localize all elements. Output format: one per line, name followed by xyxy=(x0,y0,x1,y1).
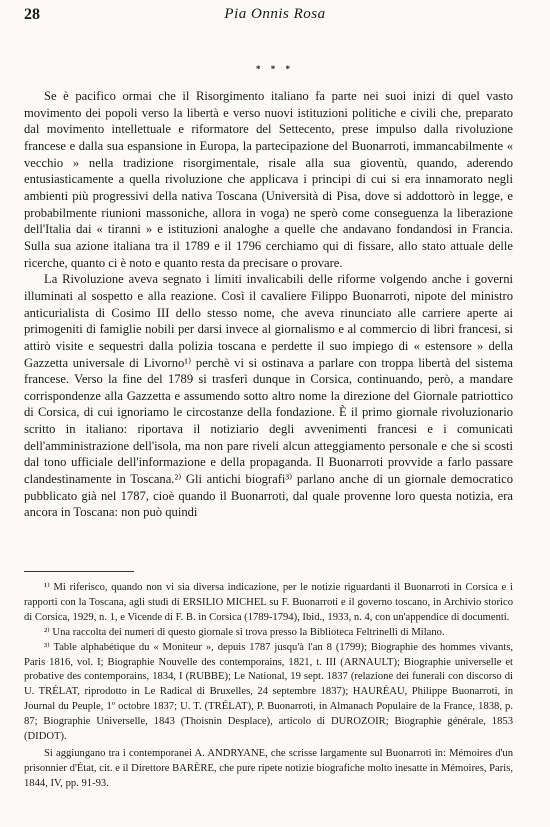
paragraph-2: La Rivoluzione aveva segnato i limiti invalicabili delle riforme volgendo anche i governi illuminati al sospetto e alla reazione. Così il cavaliere Filippo Buonarroti, nipote del ministro anticurialista di Cosimo III dello stesso nome, che aveva rinunciato alle carriere aperte ai primogeniti di famiglie nobili per darsi invece al giornalismo e al commercio di libri francesi, si attirò visite e sequestri dalla polizia toscana e perdette il suo impiego di « estensore » della Gazzetta universale di Livorno¹⁾ perchè vi si ostinava a parlare con troppa libertà del sistema francese. Verso la fine del 1789 si trasferì dunque in Corsica, continuando, però, a mandare corrispondenze alla Gazzetta e assumendo sotto altro nome la direzione del Giornale patriottico di Corsica, di cui ignoriamo le circostanze della fondazione. È il primo giornale rivoluzionario scritto in italiano: riportava il notiziario degli avvenimenti francesi e i comunicati dell'amministrazione dell'isola, ma non pare riveli alcun atteggiamento personale e che si scosti dal tono ufficiale dell'informazione e della propaganda. Il Buonarroti provvide a farlo passare clandestinamente in Toscana.²⁾ Gli antichi biografi³⁾ parlano anche di un giornale democratico pubblicato già nel 1787, cioè quando il Buonarroti, dal quale provenne loro questa notizia, era ancora in Toscana: non può quindi xyxy=(24,272,513,520)
paragraph-1: Se è pacifico ormai che il Risorgimento italiano fa parte nei suoi inizi di quel vasto movimento dei popoli verso la libertà e verso nuovi istituzioni politiche e civili che, preparato dal movimento intellettuale e riformatore del Settecento, prese impulso dalla rivoluzione francese e dalla sua espansione in Europa, la partecipazione del Buonarroti, immancabilmente « vecchio » nella tradizione risorgimentale, risale alla sua gioventù, quando, aderendo entusiasticamente a quella rivoluzione che applicava i principi di cui si era innamorato negli ambienti più progressivi della nativa Toscana (Università di Pisa, dove si addottorò in legge, e probabilmente riunioni massoniche, allora in voga) ne sperò come conseguenza la liberazione dell'Italia dai « tiranni » e istituzioni analoghe a quelle che andavano fondandosi in Francia. Sulla sua azione italiana tra il 1789 e il 1796 cerchiamo qui di fissare, allo stato attuale delle ricerche, quanto ci è noto e quanto resta da precisare o provare. xyxy=(24,89,513,270)
footnote-3-continuation: Si aggiungano tra i contemporanei A. ANDRYANE, che scrisse largamente sul Buonarroti in: Mémoires d'un prisonnier d'État, cit. e il Direttore BARÈRE, che pure ripete notizie biografiche molto inesatte in Mémoires, Paris, 1844, IV, pp. 91-93. xyxy=(24,747,513,789)
footnotes xyxy=(24,581,513,792)
footnote-2: ²⁾ Una raccolta dei numeri di questo giornale si trova presso la Biblioteca Feltrinelli di Milano. xyxy=(44,626,445,638)
section-divider: * * * xyxy=(256,64,294,74)
footnote-3: ³⁾ Table alphabétique du « Moniteur », depuis 1787 jusqu'à l'an 8 (1799); Biographie des hommes vivants, Paris 1816, vol. I; Biographie Nouvelle des contemporains, 1821, t. III (ARNAULT); Biographie universelle et probative des contemporains, 1834, I (RUBBE); Le National, 19 sept. 1837 (relazione dei funerali con discorso di U. TRÉLAT, riprodotto in Le Radical di Bruxelles, 24 septembre 1837); HAURÉAU, Philippe Buonarroti, in Journal du Peuple, 1º octobre 1837; U. T. (TRÉLAT), P. Buonarroti, in Almanach Populaire de la France, 1838, p. 87; Biographie Universelle, 1843 (Thoisnin Desplace), articolo di DUROZOIR; Biographie générale, 1853 (DIDOT). xyxy=(24,641,513,743)
running-title: Pia Onnis Rosa xyxy=(224,6,326,22)
footnote-rule xyxy=(24,571,134,572)
page-number: 28 xyxy=(24,6,40,23)
footnote-1: ¹⁾ Mi riferisco, quando non vi sia diversa indicazione, per le notizie riguardanti il Buonarroti in Corsica e i rapporti con la Toscana, agli studi di ERSILIO MICHEL su F. Buonarroti e il governo toscano, in Archivio storico di Corsica, 1929, n. 1, e Vicende di F. B. in Corsica (1789-1794), Ibid., 1933, n. 4, con un'appendice di documenti. xyxy=(24,582,513,623)
body-text xyxy=(24,88,513,521)
